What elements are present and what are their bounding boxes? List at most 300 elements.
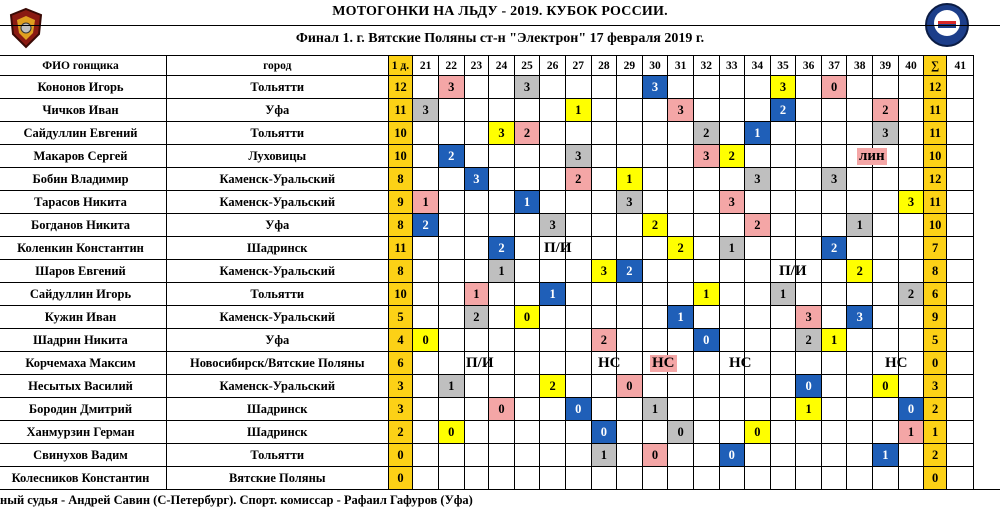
heat-cell [873,260,899,283]
heat-cell [489,214,515,237]
heat-cell [898,444,924,467]
heat-cell [514,260,540,283]
heat-cell [847,329,873,352]
rider-total: 7 [924,237,947,260]
heat-cell [489,191,515,214]
heat-cell [796,467,822,490]
heat-cell: 1 [821,329,847,352]
heat-cell [745,467,771,490]
heat-cell: 2 [719,145,745,168]
column-header-heat: 29 [617,56,643,76]
heat-cell [873,168,899,191]
heat-cell: 2 [642,214,668,237]
heat-cell [693,444,719,467]
rider-name: Бобин Владимир [0,168,166,191]
heat-cell [438,214,464,237]
heat-cell [693,214,719,237]
heat-cell [642,421,668,444]
heat-cell [514,168,540,191]
heat-cell: 1 [847,214,873,237]
heat-cell [821,421,847,444]
heat-cell [642,191,668,214]
rider-points: 9 [388,191,413,214]
heat-cell [719,467,745,490]
rider-name: Колесников Константин [0,467,166,490]
heat-cell: 0 [745,421,771,444]
heat-cell [464,99,489,122]
table-row [0,191,994,214]
heat-cell [668,214,694,237]
heat-cell: 0 [796,375,822,398]
heat-cell [770,329,796,352]
heat-cell [745,283,771,306]
heat-cell [668,283,694,306]
heat-cell [796,122,822,145]
rider-points: 8 [388,168,413,191]
heat-cell [413,76,439,99]
heat-cell [745,145,771,168]
heat-cell [668,260,694,283]
heat-cell [847,444,873,467]
heat-cell [413,398,439,421]
rider-points: 2 [388,421,413,444]
heat-cell [873,237,899,260]
rider-total: 3 [924,375,947,398]
heat-cell: 2 [617,260,643,283]
heat-cell: 3 [668,99,694,122]
heat-cell [617,329,643,352]
rider-points: 0 [388,467,413,490]
heat-cell [668,168,694,191]
table-row [0,306,994,329]
rider-name: Тарасов Никита [0,191,166,214]
heat-cell [821,467,847,490]
heat-cell [693,168,719,191]
rider-points: 10 [388,145,413,168]
heat-cell: 1 [770,283,796,306]
heat-cell [489,306,515,329]
heat-cell [413,444,439,467]
rider-points: 11 [388,237,413,260]
heat-cell [873,214,899,237]
rider-city: Каменск-Уральский [166,375,388,398]
heat-cell: 2 [821,237,847,260]
heat-cell [591,398,617,421]
heat-cell [642,237,668,260]
rider-total: 8 [924,260,947,283]
heat-cell [693,260,719,283]
heat-cell [847,467,873,490]
after-cell [946,99,974,122]
heat-cell: 1 [591,444,617,467]
heat-cell [719,260,745,283]
heat-cell [796,145,822,168]
heat-cell [745,398,771,421]
table-row [0,99,994,122]
heat-cell [438,283,464,306]
after-cell [946,352,974,375]
column-header-name: ФИО гонщика [0,56,166,76]
rider-points: 3 [388,398,413,421]
heat-cell [847,283,873,306]
rider-points: 0 [388,444,413,467]
heat-cell: 2 [489,237,515,260]
heat-cell [770,352,796,375]
status-mark-pi: П/И [466,355,494,371]
heat-cell [591,122,617,145]
rider-name: Сайдуллин Игорь [0,283,166,306]
table-row [0,237,994,260]
heat-cell [642,306,668,329]
column-header-heat: 35 [770,56,796,76]
heat-cell [898,214,924,237]
heat-cell [770,467,796,490]
heat-cell [540,467,566,490]
heat-cell [591,467,617,490]
heat-cell [617,237,643,260]
rider-city: Уфа [166,214,388,237]
heat-cell [464,467,489,490]
after-cell [946,444,974,467]
heat-cell [693,352,719,375]
rider-total: 0 [924,467,947,490]
results-table [0,55,994,490]
table-row [0,76,994,99]
heat-cell [514,283,540,306]
column-header-heat: 27 [565,56,591,76]
heat-cell: 3 [540,214,566,237]
heat-cell [591,237,617,260]
heat-cell: 2 [770,99,796,122]
heat-cell [565,467,591,490]
status-mark-ns: НС [598,355,621,371]
rider-city: Каменск-Уральский [166,191,388,214]
heat-cell [413,283,439,306]
heat-cell [796,168,822,191]
heat-cell [464,76,489,99]
status-mark-ns: НС [652,355,675,371]
heat-cell [821,214,847,237]
column-header-heat: 26 [540,56,566,76]
after-cell [946,421,974,444]
heat-cell: 3 [847,306,873,329]
status-mark-pi: П/И [779,263,807,279]
heat-cell [540,421,566,444]
after-cell [946,214,974,237]
heat-cell: 3 [821,168,847,191]
heat-cell [745,375,771,398]
heat-cell [821,283,847,306]
heat-cell: 3 [591,260,617,283]
heat-cell [796,99,822,122]
heat-cell [540,168,566,191]
heat-cell [540,444,566,467]
heat-cell [413,237,439,260]
heat-cell: 3 [873,122,899,145]
heat-cell: 1 [745,122,771,145]
footer-officials: ный судья - Андрей Савин (С-Петербург). Спорт. комиссар - Рафаил Гафуров (Уфа) [0,493,473,507]
heat-cell [565,283,591,306]
page-subtitle: Финал 1. г. Вятские Поляны ст-н "Электрон" 17 февраля 2019 г. [295,31,705,46]
heat-cell [617,283,643,306]
heat-cell: 1 [514,191,540,214]
heat-cell [464,122,489,145]
heat-cell [514,444,540,467]
rider-total: 12 [924,76,947,99]
column-header-heat: 39 [873,56,899,76]
heat-cell [565,329,591,352]
after-cell [946,191,974,214]
heat-cell [847,375,873,398]
heat-cell [489,444,515,467]
column-header-heat: 23 [464,56,489,76]
rider-name: Свинухов Вадим [0,444,166,467]
heat-cell [898,306,924,329]
heat-cell [591,191,617,214]
heat-cell [591,168,617,191]
heat-cell [514,421,540,444]
heat-cell: 2 [464,306,489,329]
column-header-points: 1 д. [388,56,413,76]
heat-cell [873,76,899,99]
after-cell [946,260,974,283]
heat-cell [668,398,694,421]
heat-cell [565,421,591,444]
heat-cell: 2 [693,122,719,145]
heat-cell: 1 [565,99,591,122]
rider-city: Каменск-Уральский [166,260,388,283]
heat-cell [565,306,591,329]
heat-cell [464,260,489,283]
heat-cell [745,329,771,352]
status-mark-lin: лин [859,148,885,164]
column-header-heat: 32 [693,56,719,76]
heat-cell [719,99,745,122]
heat-cell [693,191,719,214]
heat-cell [540,76,566,99]
heat-cell [438,237,464,260]
heat-cell [514,99,540,122]
heat-cell [770,444,796,467]
heat-cell: 3 [642,76,668,99]
heat-cell [540,191,566,214]
heat-cell [719,421,745,444]
rider-name: Бородин Дмитрий [0,398,166,421]
rider-name: Чичков Иван [0,99,166,122]
heat-cell: 2 [514,122,540,145]
heat-cell [413,375,439,398]
heat-cell [898,329,924,352]
heat-cell [438,168,464,191]
rider-total: 9 [924,306,947,329]
heat-cell [745,260,771,283]
heat-cell [668,329,694,352]
rider-total: 11 [924,122,947,145]
after-cell [946,168,974,191]
heat-cell [413,467,439,490]
heat-cell [591,375,617,398]
heat-cell: 3 [745,168,771,191]
heat-cell [565,191,591,214]
heat-cell [847,168,873,191]
heat-cell [540,99,566,122]
heat-cell [898,76,924,99]
heat-cell: 0 [719,444,745,467]
heat-cell [617,306,643,329]
heat-cell: 3 [796,306,822,329]
table-row [0,352,994,375]
heat-cell [540,329,566,352]
heat-cell [873,467,899,490]
heat-cell: 0 [898,398,924,421]
heat-cell [821,306,847,329]
rider-total: 10 [924,145,947,168]
heat-cell: 3 [617,191,643,214]
heat-cell [796,191,822,214]
heat-cell [898,237,924,260]
heat-cell [413,421,439,444]
heat-cell: 1 [540,283,566,306]
heat-cell [796,421,822,444]
rider-city: Тольятти [166,444,388,467]
heat-cell [464,421,489,444]
heat-cell [413,260,439,283]
column-header-after: 41 [946,56,974,76]
rider-total: 11 [924,99,947,122]
heat-cell: 0 [413,329,439,352]
heat-cell [540,260,566,283]
heat-cell [438,99,464,122]
heat-cell [617,467,643,490]
after-cell [946,283,974,306]
heat-cell [745,306,771,329]
heat-cell [796,76,822,99]
heat-cell [668,444,694,467]
rider-points: 4 [388,329,413,352]
page-title: МОТОГОНКИ НА ЛЬДУ - 2019. КУБОК РОССИИ. [332,4,668,19]
heat-cell [693,306,719,329]
heat-cell [591,306,617,329]
rider-total: 0 [924,352,947,375]
rider-city: Каменск-Уральский [166,306,388,329]
heat-cell [719,398,745,421]
heat-cell [514,237,540,260]
heat-cell [770,145,796,168]
heat-cell [489,421,515,444]
heat-cell [898,145,924,168]
heat-cell [514,467,540,490]
heat-cell: 3 [413,99,439,122]
column-header-total: ∑ [924,56,947,76]
heat-cell [719,168,745,191]
heat-cell: 1 [719,237,745,260]
rider-name: Сайдуллин Евгений [0,122,166,145]
heat-cell [873,306,899,329]
heat-cell [438,122,464,145]
heat-cell [540,145,566,168]
heat-cell [770,375,796,398]
heat-cell [668,122,694,145]
heat-cell [873,329,899,352]
table-row [0,168,994,191]
rider-points: 6 [388,352,413,375]
heat-cell: 2 [540,375,566,398]
heat-cell [489,99,515,122]
heat-cell: 2 [565,168,591,191]
table-row [0,214,994,237]
rider-total: 10 [924,214,947,237]
heat-cell [413,145,439,168]
heat-cell [642,122,668,145]
rider-name: Шадрин Никита [0,329,166,352]
heat-cell: 1 [873,444,899,467]
rider-total: 11 [924,191,947,214]
heat-cell [719,122,745,145]
after-cell [946,306,974,329]
heat-cell [821,398,847,421]
heat-cell [617,398,643,421]
column-header-heat: 22 [438,56,464,76]
heat-cell [413,168,439,191]
heat-cell [898,375,924,398]
heat-cell [693,467,719,490]
heat-cell [642,283,668,306]
heat-cell: 0 [821,76,847,99]
heat-cell [847,76,873,99]
table-row [0,398,994,421]
heat-cell [719,375,745,398]
heat-cell [540,122,566,145]
heat-cell: 1 [693,283,719,306]
heat-cell [796,352,822,375]
heat-cell [668,467,694,490]
column-header-heat: 24 [489,56,515,76]
heat-cell [489,467,515,490]
table-header-row [0,56,994,76]
rider-name: Корчемаха Максим [0,352,166,375]
heat-cell [489,375,515,398]
heat-cell [591,145,617,168]
rider-points: 3 [388,375,413,398]
heat-cell [770,421,796,444]
rider-points: 12 [388,76,413,99]
heat-cell [873,398,899,421]
heat-cell [642,168,668,191]
rider-points: 11 [388,99,413,122]
heat-cell: 0 [489,398,515,421]
heat-cell: 1 [438,375,464,398]
heat-cell [489,168,515,191]
heat-cell [642,329,668,352]
rider-total: 6 [924,283,947,306]
after-cell [946,237,974,260]
rider-name: Ханмурзин Герман [0,421,166,444]
heat-cell [821,122,847,145]
heat-cell [464,214,489,237]
heat-cell [514,145,540,168]
heat-cell: 3 [565,145,591,168]
heat-cell [796,237,822,260]
heat-cell [617,145,643,168]
heat-cell [617,99,643,122]
heat-cell [438,352,464,375]
heat-cell [617,421,643,444]
heat-cell: 2 [847,260,873,283]
heat-cell [847,237,873,260]
heat-cell: 2 [668,237,694,260]
column-header-heat: 38 [847,56,873,76]
after-cell [946,375,974,398]
